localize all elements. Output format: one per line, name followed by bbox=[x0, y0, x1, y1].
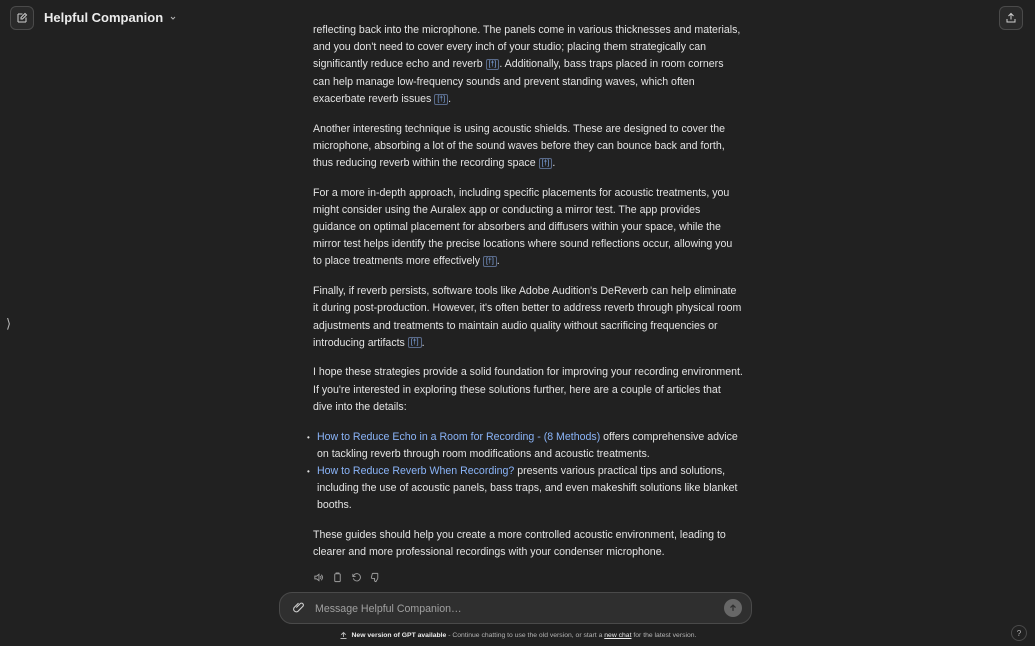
paperclip-icon[interactable] bbox=[292, 601, 305, 614]
message-paragraph: reflecting back into the microphone. The panels come in various thicknesses and materials, and you don't need to cover every inch of your studio; placing them strategically can significantly reduce echo and reverb [†] . Additionally, bass traps placed in room corners can help manage low-frequency sounds and prevent standing waves, which often exacerbate reverb issues [†] . bbox=[313, 24, 741, 105]
send-button[interactable] bbox=[724, 599, 742, 617]
help-icon: ? bbox=[1016, 628, 1022, 638]
version-notice: New version of GPT available - Continue chatting to use the old version, or start a new chat for the latest version. bbox=[0, 631, 1035, 640]
help-button[interactable] bbox=[1011, 625, 1027, 641]
upload-arrow-icon bbox=[339, 631, 348, 640]
message-paragraph: Finally, if reverb persists, software tools like Adobe Audition's DeReverb can help eliminate it during post-production. However, it's often better to address reverb through physical room adjustments and treatments to maintain audio quality without sacrificing frequencies or introducing artifacts [†] . bbox=[313, 285, 742, 349]
message-composer bbox=[279, 592, 752, 624]
model-selector[interactable] bbox=[44, 10, 177, 25]
list-item: • How to Reduce Echo in a Room for Recording - (8 Methods) offers comprehensive advice on tackling reverb through room modifications and acoustic treatments. bbox=[313, 429, 743, 463]
message-paragraph: I hope these strategies provide a solid foundation for improving your recording environment. If you're interested in exploring these solutions further, here are a couple of articles that dive into the details: bbox=[313, 366, 743, 413]
message-actions bbox=[313, 572, 743, 583]
new-chat-button[interactable] bbox=[10, 6, 34, 30]
citation-link[interactable]: [†] bbox=[408, 337, 422, 348]
message-paragraph: Another interesting technique is using acoustic shields. These are designed to cover the microphone, absorbing a lot of the sound waves before they can bounce back and forth, thus reducing reverb within the recording space [†] . bbox=[313, 122, 726, 169]
sidebar-toggle-button[interactable] bbox=[6, 316, 11, 332]
message-paragraph: These guides should help you create a more controlled acoustic environment, leading to clearer and more professional recordings with your condenser microphone. bbox=[313, 529, 726, 559]
share-button[interactable] bbox=[999, 6, 1023, 30]
chevron-down-icon bbox=[169, 14, 177, 22]
new-chat-link[interactable]: new chat bbox=[604, 632, 632, 639]
citation-link[interactable]: [†] bbox=[486, 59, 500, 70]
citation-link[interactable]: [†] bbox=[434, 94, 448, 105]
message-input[interactable] bbox=[313, 599, 717, 619]
article-link[interactable]: How to Reduce Reverb When Recording? bbox=[317, 464, 515, 477]
article-list bbox=[313, 429, 743, 515]
sidebar-toggle-icon: ⟩ bbox=[6, 316, 12, 331]
share-upload-icon bbox=[1005, 12, 1017, 24]
article-link[interactable]: How to Reduce Echo in a Room for Recording - (8 Methods) bbox=[317, 430, 601, 443]
message-paragraph: For a more in-depth approach, including specific placements for acoustic treatments, you might consider using the Auralex app or conducting a mirror test. The app provides guidance on optimal placement for absorbers and diffusers within your space, while the mirror test helps identify the precise locations where sound reflections occur, allowing you to place treatments more effectively [†] . bbox=[313, 186, 733, 268]
citation-link[interactable]: [†] bbox=[539, 158, 553, 169]
list-item: • How to Reduce Reverb When Recording? presents various practical tips and solutions, including the use of acoustic panels, bass traps, and even makeshift solutions like blanket booths. bbox=[313, 463, 743, 515]
assistant-message bbox=[313, 22, 743, 583]
speaker-icon[interactable] bbox=[313, 572, 324, 583]
page-title: Helpful Companion bbox=[44, 10, 164, 25]
citation-link[interactable]: [†] bbox=[483, 256, 497, 267]
arrow-up-icon bbox=[728, 603, 738, 613]
pencil-square-icon bbox=[16, 12, 28, 24]
thumbs-down-icon[interactable] bbox=[370, 572, 381, 583]
regenerate-icon[interactable] bbox=[351, 572, 362, 583]
clipboard-icon[interactable] bbox=[332, 572, 343, 583]
